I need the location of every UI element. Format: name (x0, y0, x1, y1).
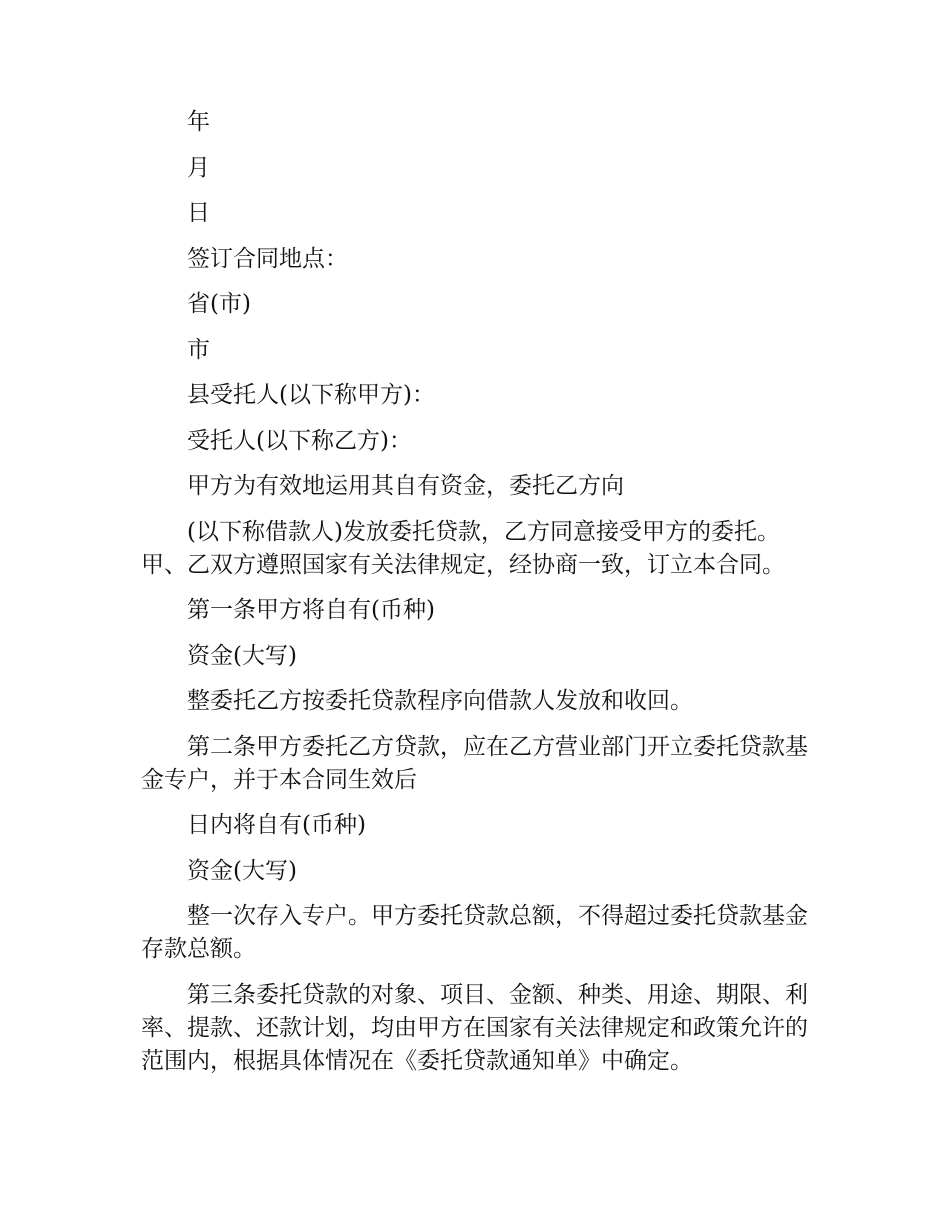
party-b-line: 受托人(以下称乙方)： (187, 427, 412, 454)
document-body (141, 106, 821, 1090)
intro-paragraph: 甲方为有效地运用其自有资金，委托乙方向 (187, 473, 624, 499)
article-2-currency: 日内将自有(币种) (187, 812, 366, 838)
article-2-body: 第二条甲方委托乙方贷款，应在乙方营业部门开立委托贷款基金专户，并于本合同生效后 (141, 733, 808, 793)
signing-location: 签订合同地点： (187, 245, 348, 272)
intro-agreement: (以下称借款人)发放委托贷款，乙方同意接受甲方的委托。甲、乙双方遵照国家有关法律规定，经协商一致，订立本合同。 (141, 518, 785, 578)
city: 市 (187, 336, 210, 363)
date-day: 日 (187, 200, 210, 226)
date-month: 月 (187, 154, 210, 181)
article-2-deposit: 整一次存入专户。甲方委托贷款总额，不得超过委托贷款基金存款总额。 (141, 903, 808, 962)
date-year: 年 (187, 109, 210, 135)
article-1-body: 整委托乙方按委托贷款程序向借款人发放和收回。 (187, 688, 693, 714)
article-1-amount: 资金(大写) (187, 642, 297, 669)
province-city: 省(市) (187, 291, 251, 317)
article-2-amount: 资金(大写) (187, 857, 297, 884)
party-a-line: 县受托人(以下称甲方)： (187, 382, 435, 408)
article-3-body: 第三条委托贷款的对象、项目、金额、种类、用途、期限、利率、提款、还款计划，均由甲方在国家有关法律规定和政策允许的范围内，根据具体情况在《委托贷款通知单》中确定。 (141, 981, 808, 1074)
article-1-currency: 第一条甲方将自有(币种) (187, 597, 435, 623)
